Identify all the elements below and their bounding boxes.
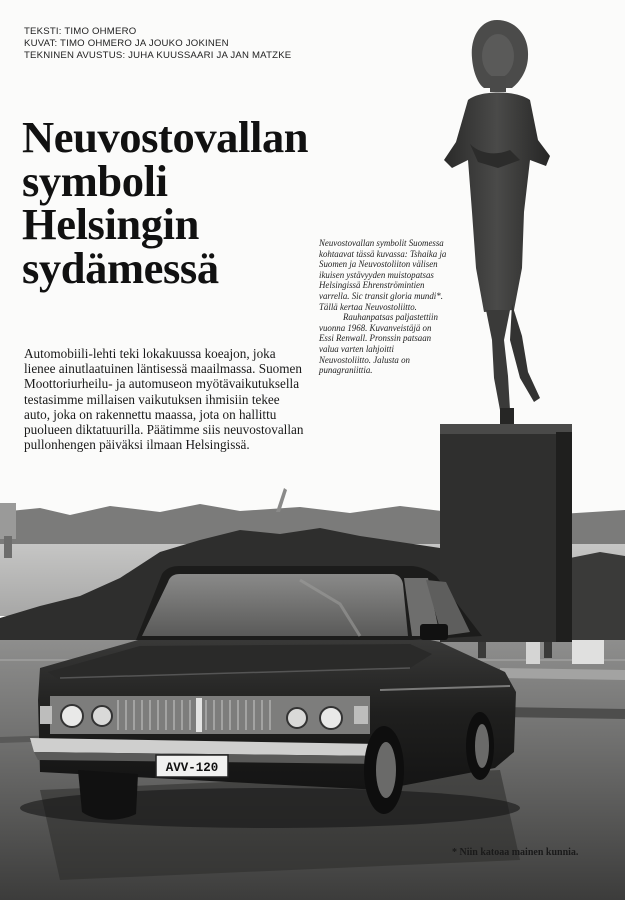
peace-statue [444, 20, 550, 424]
lighthouse [4, 536, 12, 558]
headline-line-2: symboli [22, 155, 168, 206]
front-left-wheel [78, 770, 138, 820]
credit-photos: KUVAT: TIMO OHMERO JA JOUKO JOKINEN [24, 38, 229, 50]
caption-paragraph-2: Rauhanpatsas paljastettiin vuonna 1968. Kuvanveistäjä on Essi Renwall. Pronssin patsaan valua varten lahjoitti Neuvostoliitto. Jalusta on punagraniittia. [319, 312, 438, 376]
article-credits [24, 26, 291, 63]
article-headline [22, 112, 352, 293]
article-intro: Automobiili-lehti teki lokakuussa koeajon, joka lienee ainutlaatuinen läntisessä maailmassa. Suomen Moottoriurheilu- ja automuseon myötävaikutuksella testasimme millaisen vaikutuksen ihmisiin tekee auto, joka on rakennettu maassa, jota on hallittu puolueen diktatuurilla. Päätimme siis neuvostovallan pullonhengen päiväksi ilmaan Helsingissä. [24, 346, 304, 453]
headline-line-3: Helsingin [22, 199, 199, 249]
photo-caption-statue [319, 238, 447, 376]
headline-line-4: sydämessä [22, 242, 219, 293]
headlight [61, 705, 83, 727]
credit-technical: TEKNINEN AVUSTUS: JUHA KUUSSAARI JA JAN MATZKE [24, 50, 292, 62]
credit-text: TEKSTI: TIMO OHMERO [24, 26, 137, 37]
windshield [142, 574, 408, 636]
license-plate-text: AVV-120 [165, 761, 219, 775]
photo-footnote: * Niin katoaa mainen kunnia. [452, 847, 579, 858]
caption-paragraph-1: Neuvostovallan symbolit Suomessa kohtaavat tässä kuvassa: Tshaika ja Suomen ja Neuvostoliiton välisen ikuisen ystävyyden muistopatsas Helsingissä Ehrenströmintien varrella. Sic transit gloria mundi*. Tällä kertaa Neuvostoliitto. [319, 238, 447, 312]
headline-line-1: Neuvostovallan [22, 112, 309, 162]
